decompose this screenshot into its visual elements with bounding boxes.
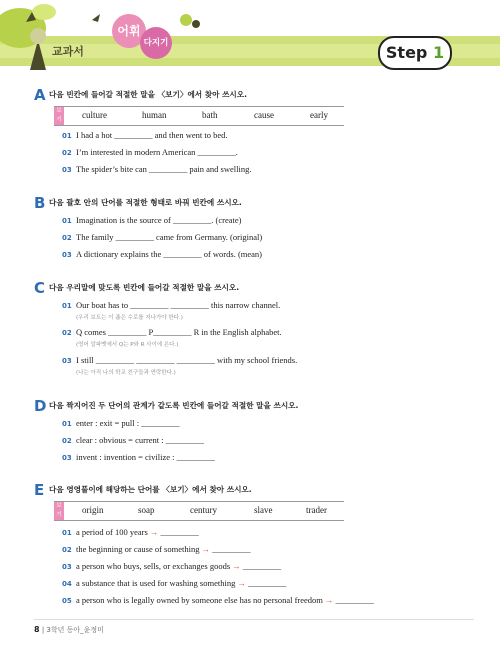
section-instruction: 다음 빈칸에 들어갈 적절한 말을 〈보기〉에서 찾아 쓰시오.	[49, 90, 247, 99]
question-text: clear : obvious = current : _________	[76, 435, 205, 445]
question-number: 03	[62, 454, 72, 462]
question-row	[62, 215, 241, 225]
step-badge	[378, 36, 452, 70]
question-number: 01	[62, 529, 72, 537]
answer-blank: _________	[248, 578, 287, 588]
box-word: origin	[82, 505, 104, 515]
question-row	[62, 544, 250, 554]
arrow-icon: →	[232, 561, 241, 571]
section-letter: E	[34, 481, 45, 499]
section-instruction: 다음 괄호 안의 단어를 적절한 형태로 바꿔 빈칸에 쓰시오.	[49, 198, 242, 207]
section-letter: A	[34, 86, 46, 104]
box-word: bath	[202, 110, 218, 120]
step-number: 1	[432, 43, 445, 62]
section-instruction: 다음 영영풀이에 해당하는 단어를 〈보기〉에서 찾아 쓰시오.	[49, 485, 252, 494]
question-row	[62, 147, 238, 157]
question-number: 03	[62, 166, 72, 174]
question-row	[62, 578, 286, 588]
answer-blank: _________	[212, 544, 251, 554]
question-number: 03	[62, 357, 72, 365]
textbook-mark: 교과서	[52, 45, 84, 58]
box-tag: 보기	[54, 107, 64, 125]
footer-separator: |	[41, 626, 45, 634]
question-row	[62, 327, 282, 337]
question-text: Our boat has to _________ _________ this narrow channel.	[76, 300, 281, 310]
section-instruction: 다음 우리말에 맞도록 빈칸에 들어갈 적절한 말을 쓰시오.	[49, 283, 240, 292]
question-number: 02	[62, 149, 72, 157]
box-tag: 보기	[54, 502, 64, 520]
question-text: I’m interested in modern American _________.	[76, 147, 238, 157]
box-word: human	[142, 110, 167, 120]
question-text: a person who is legally owned by someone else has no personal freedom	[76, 595, 323, 605]
word-box-a	[54, 106, 344, 126]
question-row	[62, 355, 297, 365]
question-row	[62, 418, 179, 428]
question-text: enter : exit = pull : _________	[76, 418, 180, 428]
box-word: slave	[254, 505, 273, 515]
box-word: early	[310, 110, 328, 120]
question-row	[62, 595, 374, 605]
question-number: 01	[62, 132, 72, 140]
arrow-icon: →	[201, 544, 211, 554]
arrow-icon: →	[325, 595, 334, 605]
question-row	[62, 452, 215, 462]
question-number: 04	[62, 580, 72, 588]
book-title: 3학년 동아_윤정미	[46, 626, 104, 634]
question-row	[62, 300, 280, 310]
step-word: Step	[385, 43, 428, 62]
question-row	[62, 249, 262, 259]
question-row	[62, 527, 199, 537]
question-row	[62, 164, 251, 174]
question-text: Q comes _________ P_________ R in the English alphabet.	[76, 327, 282, 337]
question-text: Imagination is the source of _________. (create)	[76, 215, 242, 225]
word-box-e	[54, 501, 344, 521]
question-number: 01	[62, 302, 72, 310]
box-word: cause	[254, 110, 274, 120]
question-number: 02	[62, 329, 72, 337]
practice-circle: 다지기	[140, 27, 172, 59]
section-letter: C	[34, 279, 46, 297]
question-text: a period of 100 years	[76, 527, 148, 537]
question-text: The family _________ came from Germany. (original)	[76, 232, 263, 242]
korean-hint: (나는 아직 나의 학교 친구들과 연락한다.)	[76, 370, 176, 376]
question-number: 01	[62, 420, 72, 428]
arrow-icon: →	[237, 578, 246, 588]
question-number: 02	[62, 234, 72, 242]
question-text: a substance that is used for washing something	[76, 578, 236, 588]
footer	[34, 625, 104, 635]
question-number: 01	[62, 217, 72, 225]
question-number: 03	[62, 251, 72, 259]
question-text: The spider’s bite can _________ pain and swelling.	[76, 164, 252, 174]
section-letter: B	[34, 194, 46, 212]
korean-hint: (우리 보트는 이 좁은 수로를 지나가야 한다.)	[76, 315, 183, 321]
page-number: 8	[34, 625, 40, 634]
question-text: invent : invention = civilize : _________	[76, 452, 215, 462]
question-text: a person who buys, sells, or exchanges goods	[76, 561, 231, 571]
box-word: culture	[82, 110, 107, 120]
footer-divider	[34, 619, 474, 620]
answer-blank: _________	[335, 595, 374, 605]
question-row	[62, 130, 228, 140]
answer-blank: _________	[242, 561, 282, 571]
box-word: century	[190, 505, 217, 515]
answer-blank: _________	[160, 527, 199, 537]
question-number: 05	[62, 597, 72, 605]
arrow-icon: →	[149, 527, 159, 537]
question-text: I had a hot _________ and then went to bed.	[76, 130, 228, 140]
section-letter: D	[34, 397, 47, 415]
question-text: the beginning or cause of something	[76, 544, 200, 554]
question-row	[62, 232, 262, 242]
korean-hint: (영어 알파벳에서 Q는 P와 R 사이에 온다.)	[76, 342, 179, 348]
question-text: A dictionary explains the _________ of words. (mean)	[76, 249, 263, 259]
question-number: 02	[62, 546, 72, 554]
header-illustration	[0, 0, 220, 80]
question-text: I still _________ _________ _________ with my school friends.	[76, 355, 298, 365]
question-number: 02	[62, 437, 72, 445]
question-row	[62, 435, 204, 445]
question-row	[62, 561, 281, 571]
vocab-circle: 어휘	[112, 14, 146, 48]
box-word: trader	[306, 505, 327, 515]
box-word: soap	[138, 505, 155, 515]
section-instruction: 다음 짝지어진 두 단어의 관계가 같도록 빈칸에 들어갈 적절한 말을 쓰시오.	[49, 401, 299, 410]
question-number: 03	[62, 563, 72, 571]
